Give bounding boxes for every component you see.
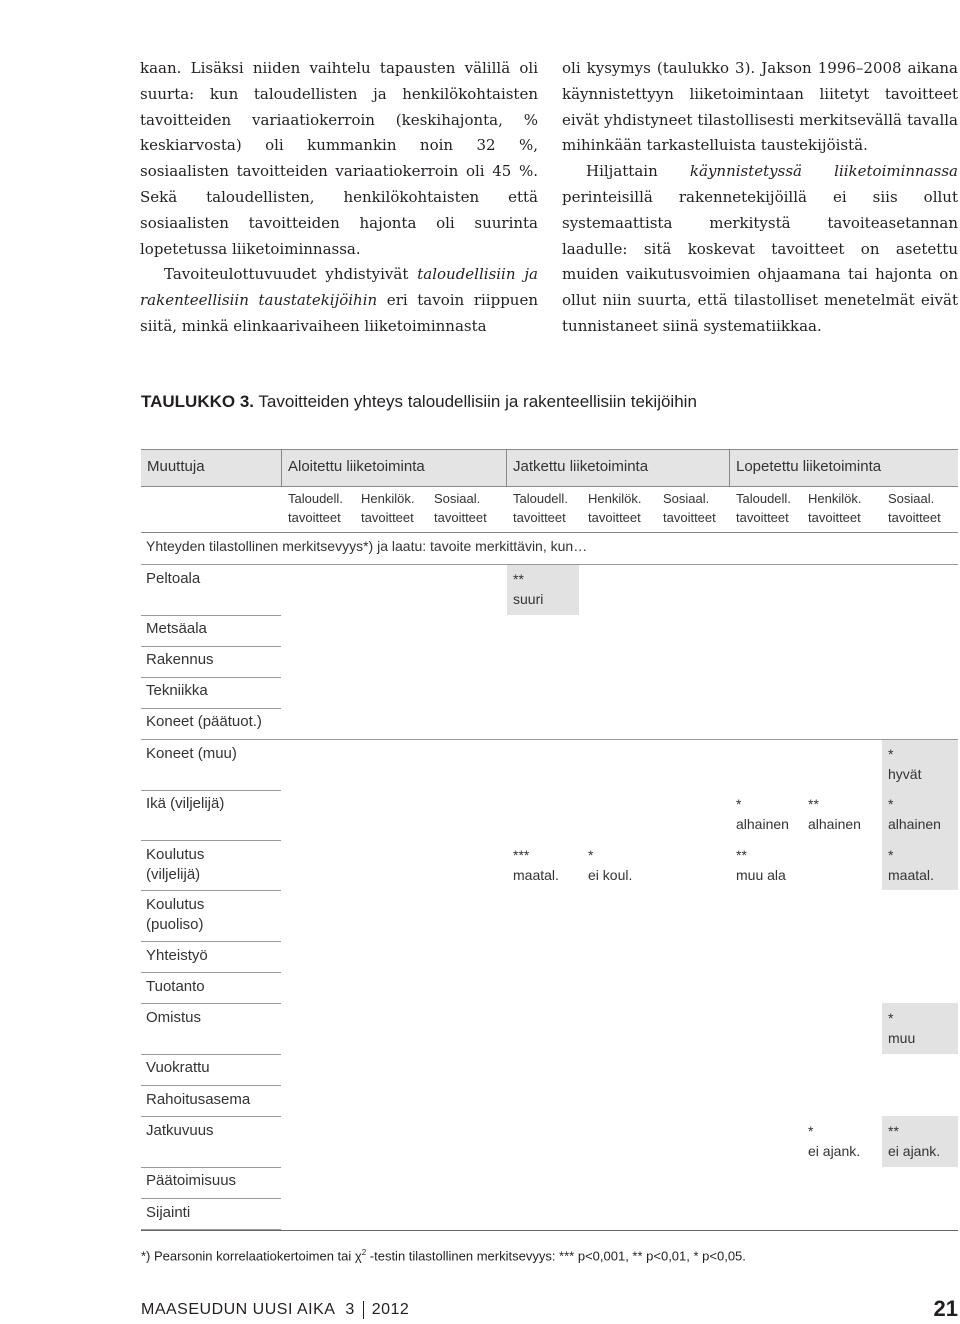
row-label: Metsäala xyxy=(146,620,207,637)
row-label: Tuotanto xyxy=(146,978,205,995)
divider xyxy=(141,840,281,841)
table-title: TAULUKKO 3. Tavoitteiden yhteys taloudellisiin ja rakenteellisiin tekijöihin xyxy=(141,392,697,411)
text-column-right xyxy=(562,56,958,340)
page-number: 21 xyxy=(933,1296,958,1321)
subcol-header: Taloudell. tavoitteet xyxy=(736,491,791,525)
row-label: Rahoitusasema xyxy=(146,1091,251,1108)
divider xyxy=(141,1003,281,1004)
col-group-aloitettu: Aloitettu liiketoiminta xyxy=(288,458,425,475)
paragraph: Hiljattain käynnistetyssä liiketoiminnassa perinteisillä rakennetekijöillä ei siis ollut systemaattista merkitystä tavoiteasetannan laadulle: sitä koskevat tavoitteet on asetettu muiden vaikutusvoimien ohjaamana tai hajonta on ollut niin suurta, että tilastolliset menetelmät eivät tunnistaneet siinä systematiikkaa. xyxy=(562,162,958,335)
row-label: Jatkuvuus xyxy=(146,1122,214,1139)
table-cell: * ei ajank. xyxy=(808,1123,861,1159)
subcol-header: Henkilök. tavoitteet xyxy=(361,491,415,525)
row-label: Rakennus xyxy=(146,651,214,668)
divider xyxy=(141,1085,281,1086)
divider xyxy=(141,941,281,942)
divider xyxy=(141,677,281,678)
divider xyxy=(141,1230,958,1231)
table-cell: ** muu ala xyxy=(736,847,786,883)
table-cell: * alhainen xyxy=(888,796,941,832)
table-cell: ** suuri xyxy=(513,571,544,607)
row-label: Ikä (viljelijä) xyxy=(146,795,225,812)
row-label: Omistus xyxy=(146,1009,202,1026)
divider xyxy=(281,450,282,486)
row-label: Koneet (muu) xyxy=(146,745,237,762)
row-label: Vuokrattu xyxy=(146,1059,210,1076)
subcol-header: Taloudell. tavoitteet xyxy=(513,491,568,525)
divider xyxy=(141,1054,281,1055)
divider xyxy=(141,739,958,740)
row-label: Peltoala xyxy=(146,570,201,587)
subcol-header: Henkilök. tavoitteet xyxy=(808,491,862,525)
table-subtitle: Yhteyden tilastollinen merkitsevyys*) ja laatu: tavoite merkittävin, kun… xyxy=(146,538,588,554)
divider xyxy=(141,1116,281,1117)
paragraph: oli kysymys (taulukko 3). Jakson 1996–2008 aikana käynnistettyyn liiketoimintaan liitetyt tavoitteet eivät yhdistyneet tilastollisesti merkitsevällä tavalla mihinkään tarkastelluista taustekijöistä. xyxy=(562,59,958,155)
subcol-header: Henkilök. tavoitteet xyxy=(588,491,642,525)
row-label: Yhteistyö xyxy=(146,947,208,964)
table-cell: ** alhainen xyxy=(808,796,861,832)
table-cell: * muu xyxy=(888,1010,916,1046)
divider xyxy=(141,532,958,533)
divider xyxy=(363,1301,364,1319)
divider xyxy=(141,790,281,791)
divider xyxy=(141,1167,281,1168)
col-group-jatkettu: Jatkettu liiketoiminta xyxy=(513,458,649,475)
divider xyxy=(141,708,281,709)
subcol-header: Sosiaal. tavoitteet xyxy=(434,491,487,525)
row-label: Koulutus (puoliso) xyxy=(146,896,205,933)
table-cell: * maatal. xyxy=(888,847,934,883)
table-cell: ** ei ajank. xyxy=(888,1123,941,1159)
row-label: Sijainti xyxy=(146,1204,191,1221)
table-cell: *** maatal. xyxy=(513,847,559,883)
col-group-lopetettu: Lopetettu liiketoiminta xyxy=(736,458,882,475)
subcol-header: Sosiaal. tavoitteet xyxy=(888,491,941,525)
table-cell: * ei koul. xyxy=(588,847,633,883)
divider xyxy=(141,646,281,647)
divider xyxy=(506,450,507,486)
paragraph: kaan. Lisäksi niiden vaihtelu tapausten välillä oli suurta: kun taloudellisten ja henkilökohtaisten tavoitteiden variaatiokerroin (keskihajonta, % keskiarvosta) oli kummankin noin 32 %, sosiaalisten tavoitteiden variaatiokerroin oli 45 %. Sekä taloudellisten, henkilökohtaisten että sosiaalisten tavoitteiden hajonta oli suurinta lopetetussa liiketoiminnassa. xyxy=(140,59,538,258)
divider xyxy=(141,890,281,891)
divider xyxy=(141,615,281,616)
row-label: Tekniikka xyxy=(146,682,208,699)
paragraph: Tavoiteulottuvuudet yhdistyivät taloudellisiin ja rakenteellisiin taustatekijöihin eri tavoin riippuen siitä, minkä elinkaarivaiheen liiketoiminnasta xyxy=(140,265,539,335)
subcol-header: Sosiaal. tavoitteet xyxy=(663,491,716,525)
col-header-muuttuja: Muuttuja xyxy=(147,458,205,475)
row-label: Koneet (päätuot.) xyxy=(146,713,262,730)
subcol-header: Taloudell. tavoitteet xyxy=(288,491,343,525)
text-column-left xyxy=(140,56,538,340)
divider xyxy=(141,1198,281,1199)
table-footnote: *) Pearsonin korrelaatiokertoimen tai $\chi^2$ -testin tilastollinen merkitsevyys: *** p<0,001, ** p<0,01, * p<0,05. xyxy=(141,1248,746,1264)
divider xyxy=(141,972,281,973)
table-cell: * hyvät xyxy=(888,746,922,782)
table-cell: * alhainen xyxy=(736,796,789,832)
row-label: Päätoimisuus xyxy=(146,1172,237,1189)
row-label: Koulutus (viljelijä) xyxy=(146,846,205,883)
divider xyxy=(729,450,730,486)
journal-footer: MAASEUDUN UUSI AIKA 3 2012 xyxy=(141,1301,410,1319)
table-header-row xyxy=(141,449,958,487)
